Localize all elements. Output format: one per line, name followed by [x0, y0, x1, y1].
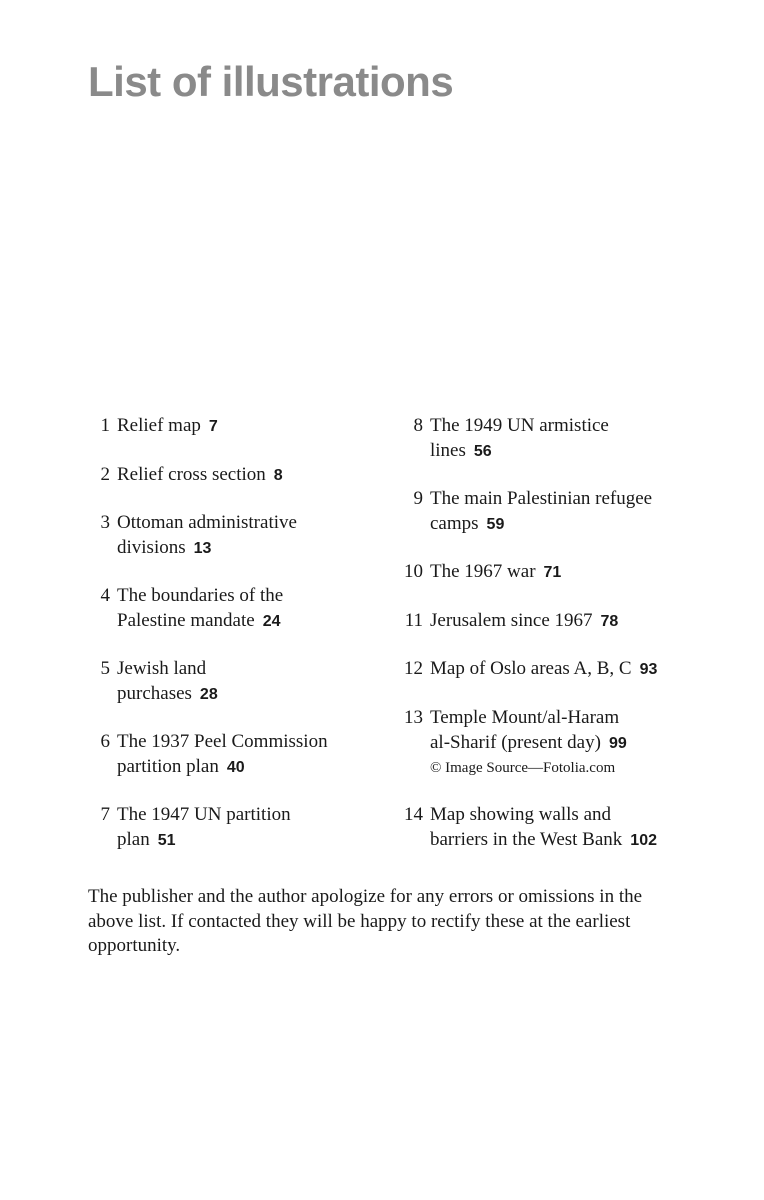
illustration-number: 1 [100, 415, 110, 436]
illustration-title-line: divisions [117, 536, 186, 558]
illustration-entry [100, 730, 328, 780]
illustration-number: 9 [413, 488, 423, 509]
page-number: 40 [226, 758, 245, 776]
illustration-number: 12 [404, 658, 423, 679]
illustration-number: 4 [100, 585, 110, 606]
page-number: 99 [608, 734, 627, 752]
page-title: List of illustrations [88, 58, 454, 105]
illustration-title-line: The boundaries of the [117, 585, 284, 606]
illustration-entry [404, 609, 619, 635]
illustration-title-line: Ottoman administrative [117, 512, 297, 533]
illustration-title-line: Jerusalem since 1967 [430, 610, 593, 631]
illustration-entry [100, 584, 284, 634]
illustration-number: 11 [404, 610, 423, 631]
illustration-title-line: camps [430, 512, 479, 534]
page-number: 59 [486, 515, 505, 533]
illustration-entry [413, 414, 609, 464]
illustration-number: 10 [404, 561, 423, 582]
page-number: 28 [199, 685, 218, 703]
illustration-entry [100, 657, 218, 707]
illustration-entry [404, 706, 627, 780]
illustration-entry [413, 487, 653, 537]
illustration-title-line: Map showing walls and [430, 804, 612, 825]
illustration-title-line: The 1967 war [430, 561, 536, 582]
illustration-number: 8 [413, 415, 423, 436]
illustration-title-line: plan [117, 828, 150, 850]
illustration-title-line: purchases [117, 682, 192, 704]
page-number: 71 [543, 564, 562, 581]
illustration-title-line: The 1949 UN armistice [430, 415, 609, 436]
page-number: 24 [262, 612, 281, 630]
page-number: 93 [639, 661, 658, 678]
illustration-number: 2 [100, 464, 110, 485]
page-number: 8 [273, 467, 283, 484]
illustration-title-line: Relief cross section [117, 464, 266, 485]
illustration-title-line: Jewish land [117, 658, 207, 679]
publisher-note: The publisher and the author apologize for any errors or omissions in the above list. If contacted they will be happy to rectify these at the earliest opportunity. [88, 886, 643, 956]
illustration-entry [404, 560, 562, 586]
illustration-entry [404, 803, 657, 853]
illustration-number: 13 [404, 707, 423, 728]
illustration-title-line: lines [430, 439, 466, 461]
page-number: 7 [208, 418, 218, 435]
illustration-title-line: partition plan [117, 755, 219, 777]
illustration-entry [100, 463, 283, 489]
illustration-title-line: Map of Oslo areas A, B, C [430, 658, 632, 679]
illustration-entry [100, 414, 218, 440]
illustration-title-line: The main Palestinian refugee [430, 488, 653, 509]
illustration-number: 3 [100, 512, 110, 533]
page-number: 102 [630, 831, 657, 849]
illustration-number: 7 [100, 804, 110, 825]
illustration-title-line: barriers in the West Bank [430, 828, 623, 850]
illustration-title-line: Relief map [117, 415, 201, 436]
page-number: 13 [193, 539, 212, 557]
illustration-title-line: al-Sharif (present day) [430, 731, 601, 753]
illustration-entry [100, 511, 297, 561]
page-number: 78 [600, 613, 619, 630]
illustration-number: 14 [404, 804, 423, 825]
illustration-number: 6 [100, 731, 110, 752]
page-number: 51 [157, 831, 176, 849]
page-number: 56 [473, 442, 492, 460]
illustration-entry [100, 803, 291, 853]
illustration-entry [404, 657, 658, 683]
illustration-title-line: The 1947 UN partition [117, 804, 291, 825]
illustration-title-line: The 1937 Peel Commission [117, 731, 328, 752]
illustration-title-line: Temple Mount/al-Haram [430, 707, 620, 728]
image-credit: © Image Source—Fotolia.com [430, 760, 616, 776]
illustration-number: 5 [100, 658, 110, 679]
illustration-title-line: Palestine mandate [117, 609, 255, 631]
